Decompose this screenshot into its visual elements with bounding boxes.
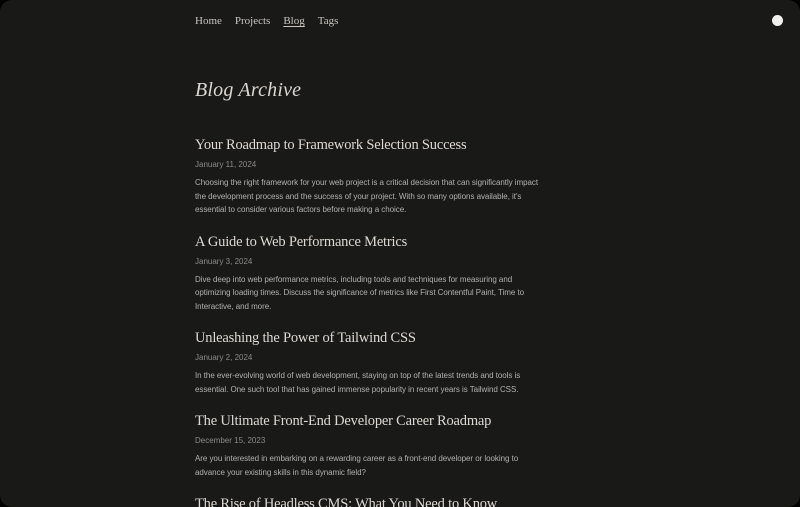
nav-item-home[interactable]: Home: [195, 15, 222, 27]
post-list: [195, 137, 543, 507]
post-item: [195, 137, 543, 217]
post-title-link[interactable]: Your Roadmap to Framework Selection Success: [195, 137, 467, 153]
post-item: [195, 413, 543, 479]
post-date: December 15, 2023: [195, 436, 266, 445]
post-excerpt: Dive deep into web performance metrics, including tools and techniques for measuring and optimizing loading times. Discuss the significance of metrics like First Contentful Paint, Time to Interactive, and more.: [195, 274, 525, 311]
post-item: [195, 234, 543, 314]
post-title-link[interactable]: A Guide to Web Performance Metrics: [195, 233, 408, 250]
post-item: [195, 496, 543, 507]
nav-item-blog[interactable]: Blog: [283, 15, 305, 27]
post-title-link[interactable]: The Ultimate Front-End Developer Career Roadmap: [195, 413, 492, 429]
theme-toggle-button[interactable]: [772, 14, 784, 26]
page-title: Blog Archive: [195, 79, 302, 101]
post-item: [195, 330, 543, 396]
post-date: January 2, 2024: [195, 353, 253, 362]
post-excerpt: Are you interested in embarking on a rewarding career as a front-end developer or looking to advance your existing skills in this dynamic field?: [195, 454, 519, 477]
post-excerpt: In the ever-evolving world of web development, staying on top of the latest trends and tools is essential. One such tool that has gained immense popularity in recent years is Tailwind CSS.: [195, 371, 521, 394]
theme-toggle-circle-icon: [772, 15, 783, 26]
post-title-link[interactable]: The Rise of Headless CMS: What You Need to Know: [195, 496, 498, 507]
main-nav: [195, 14, 800, 28]
site-header: [195, 14, 800, 28]
blog-archive-main: [195, 78, 543, 507]
nav-item-tags[interactable]: Tags: [317, 15, 339, 27]
post-title-link[interactable]: Unleashing the Power of Tailwind CSS: [195, 330, 416, 346]
post-date: January 11, 2024: [195, 160, 257, 169]
post-excerpt: Choosing the right framework for your web project is a critical decision that can significantly impact the development process and the success of your project. With so many options available, it's essential to consider various factors before making a choice.: [195, 178, 539, 214]
nav-item-projects[interactable]: Projects: [234, 15, 271, 27]
post-date: January 3, 2024: [195, 256, 253, 266]
